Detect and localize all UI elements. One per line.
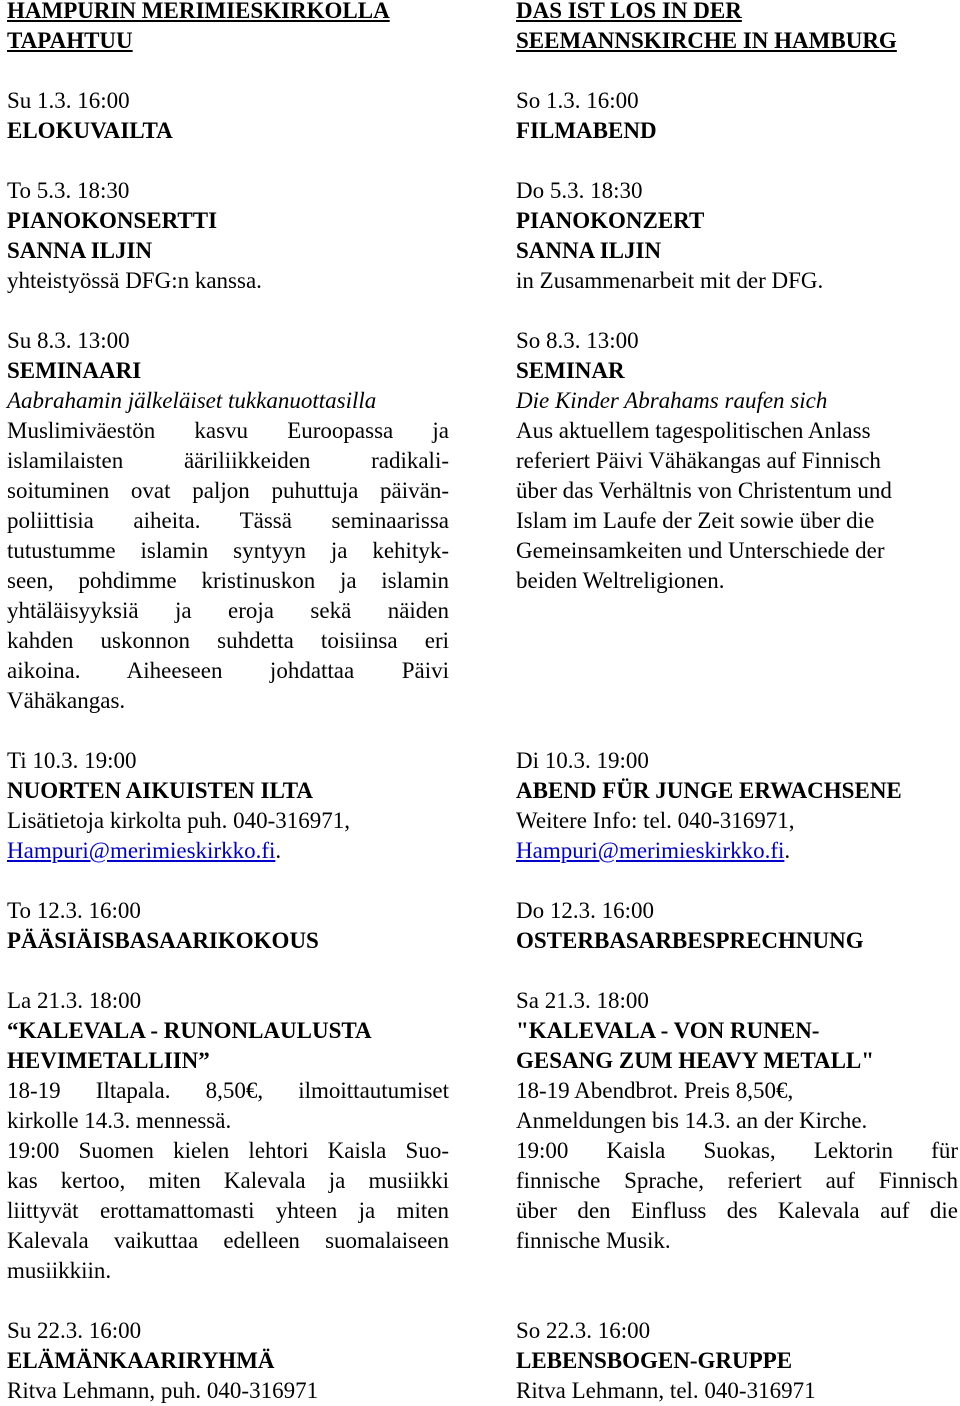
email-link[interactable]: Hampuri@merimieskirkko.fi [516, 838, 785, 863]
event-piano-concert [7, 176, 449, 296]
event-description-line: über das Verhältnis von Christentum und [516, 478, 892, 503]
event-title: LEBENSBOGEN-GRUPPE [516, 1348, 793, 1373]
event-date: Su 1.3. 16:00 [7, 88, 130, 113]
event-title: PIANOKONSERTTI [7, 208, 218, 233]
event-description-line: kahden uskonnon suhdetta toisiinsa eri [7, 628, 449, 653]
event-description-line: kirkolle 14.3. mennessä. [7, 1108, 232, 1133]
event-title-line-1: "KALEVALA - VON RUNEN- [516, 1018, 820, 1043]
column-title-line-2: TAPAHTUU [7, 28, 133, 53]
event-description-line: yhtäläisyyksiä ja eroja sekä näiden [7, 598, 449, 623]
event-info: Lisätietoja kirkolta puh. 040-316971, [7, 808, 351, 833]
email-suffix: . [275, 838, 282, 863]
event-kalevala [516, 986, 958, 1256]
event-note: yhteistyössä DFG:n kanssa. [7, 268, 262, 293]
event-title: PÄÄSIÄISBASAARIKOKOUS [7, 928, 319, 953]
event-filmabend [516, 86, 958, 146]
finnish-column [7, 0, 449, 1406]
event-title: NUORTEN AIKUISTEN ILTA [7, 778, 313, 803]
event-description-line: tutustumme islamin syntyyn ja kehityk- [7, 538, 449, 563]
event-life-arc-group [516, 1316, 958, 1406]
event-date: Di 10.3. 19:00 [516, 748, 649, 773]
column-title-line-2: SEEMANNSKIRCHE IN HAMBURG [516, 28, 897, 53]
event-description-line: soituminen ovat paljon puhuttuja päivän- [7, 478, 449, 503]
event-description-line: 19:00 Suomen kielen lehtori Kaisla Suo- [7, 1138, 449, 1163]
german-column [516, 0, 958, 1406]
email-suffix: . [784, 838, 791, 863]
event-title: ELÄMÄNKAARIRYHMÄ [7, 1348, 275, 1373]
event-date: So 1.3. 16:00 [516, 88, 639, 113]
event-description-line: Anmeldungen bis 14.3. an der Kirche. [516, 1108, 868, 1133]
event-description-line: über den Einfluss des Kalevala auf die [516, 1198, 958, 1223]
event-description-line: poliittisia aiheita. Tässä seminaarissa [7, 508, 449, 533]
event-easter-bazaar-meeting [7, 896, 449, 956]
column-title-line-1: DAS IST LOS IN DER [516, 0, 742, 23]
event-description-line: Aus aktuellem tagespolitischen Anlass [516, 418, 871, 443]
event-description-line: 19:00 Kaisla Suokas, Lektorin für [516, 1138, 958, 1163]
event-subtitle: Aabrahamin jälkeläiset tukkanuottasilla [7, 388, 377, 413]
event-subtitle: Die Kinder Abrahams raufen sich [516, 388, 828, 413]
event-description-line: Muslimiväestön kasvu Euroopassa ja [7, 418, 449, 443]
event-description-line: Islam im Laufe der Zeit sowie über die [516, 508, 875, 533]
event-easter-bazaar-meeting [516, 896, 958, 956]
event-title-line-1: “KALEVALA - RUNONLAULUSTA [7, 1018, 372, 1043]
event-contact: Ritva Lehmann, tel. 040-316971 [516, 1378, 816, 1403]
event-date: So 8.3. 13:00 [516, 328, 639, 353]
event-description-line: kas kertoo, miten Kalevala ja musiikki [7, 1168, 449, 1193]
event-description-line: 18-19 Abendbrot. Preis 8,50€, [516, 1078, 794, 1103]
event-title: ABEND FÜR JUNGE ERWACHSENE [516, 778, 902, 803]
event-description-line: liittyvät erottamattomasti yhteen ja miten [7, 1198, 449, 1223]
event-piano-concert [516, 176, 958, 296]
event-title: SEMINAR [516, 358, 625, 383]
event-title: ELOKUVAILTA [7, 118, 173, 143]
event-young-adults [7, 746, 449, 866]
event-date: Do 12.3. 16:00 [516, 898, 654, 923]
event-artist: SANNA ILJIN [516, 238, 662, 263]
event-description-line: Gemeinsamkeiten und Unterschiede der [516, 538, 885, 563]
event-note: in Zusammenarbeit mit der DFG. [516, 268, 824, 293]
event-description-line: finnische Sprache, referiert auf Finnisch [516, 1168, 958, 1193]
event-description-line: 18-19 Iltapala. 8,50€, ilmoittautumiset [7, 1078, 449, 1103]
event-title: SEMINAARI [7, 358, 142, 383]
event-description-line: seen, pohdimme kristinuskon ja islamin [7, 568, 449, 593]
event-date: Ti 10.3. 19:00 [7, 748, 137, 773]
event-date: To 5.3. 18:30 [7, 178, 130, 203]
event-seminar [516, 326, 958, 596]
event-description-line: finnische Musik. [516, 1228, 671, 1253]
event-artist: SANNA ILJIN [7, 238, 153, 263]
event-date: Su 22.3. 16:00 [7, 1318, 142, 1343]
event-description-line: musiikkiin. [7, 1258, 112, 1283]
event-date: To 12.3. 16:00 [7, 898, 141, 923]
event-contact: Ritva Lehmann, puh. 040-316971 [7, 1378, 319, 1403]
event-seminar [7, 326, 449, 716]
event-filmabend [7, 86, 449, 146]
event-date: Sa 21.3. 18:00 [516, 988, 649, 1013]
event-kalevala [7, 986, 449, 1286]
event-title-line-2: HEVIMETALLIIN” [7, 1048, 210, 1073]
email-link[interactable]: Hampuri@merimieskirkko.fi [7, 838, 276, 863]
event-description-line: Vähäkangas. [7, 688, 126, 713]
event-description-line: beiden Weltreligionen. [516, 568, 725, 593]
event-title: FILMABEND [516, 118, 657, 143]
event-info: Weitere Info: tel. 040-316971, [516, 808, 795, 833]
event-date: So 22.3. 16:00 [516, 1318, 651, 1343]
event-date: Su 8.3. 13:00 [7, 328, 130, 353]
event-young-adults [516, 746, 958, 866]
event-title: OSTERBASARBESPRECHNUNG [516, 928, 864, 953]
event-title-line-2: GESANG ZUM HEAVY METALL" [516, 1048, 875, 1073]
event-description-line: referiert Päivi Vähäkangas auf Finnisch [516, 448, 881, 473]
column-title-line-1: HAMPURIN MERIMIESKIRKOLLA [7, 0, 390, 23]
event-description-line: Kalevala vaikuttaa edelleen suomalaiseen [7, 1228, 449, 1253]
event-description-line: aikoina. Aiheeseen johdattaa Päivi [7, 658, 449, 683]
event-date: La 21.3. 18:00 [7, 988, 142, 1013]
event-date: Do 5.3. 18:30 [516, 178, 643, 203]
event-life-arc-group [7, 1316, 449, 1406]
event-title: PIANOKONZERT [516, 208, 705, 233]
event-description-line: islamilaisten ääriliikkeiden radikali- [7, 448, 449, 473]
